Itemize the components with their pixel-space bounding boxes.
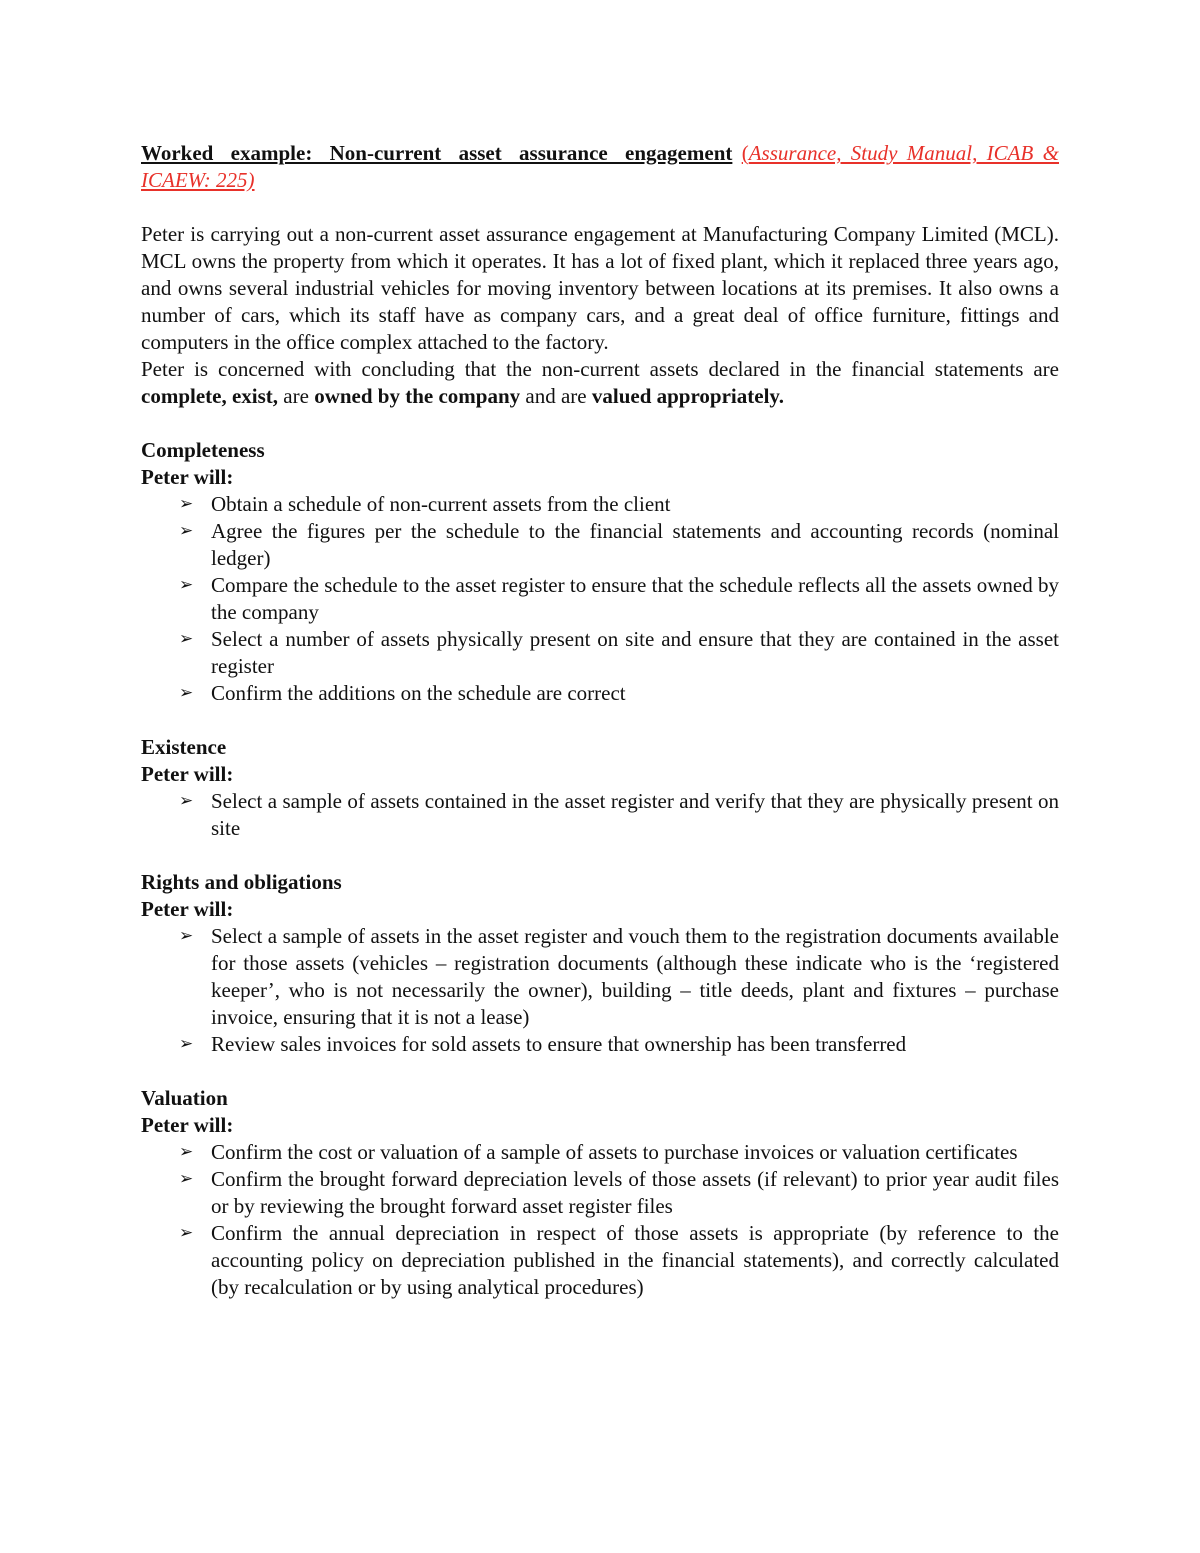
list-item (179, 1166, 1059, 1220)
section-heading: Existence (141, 735, 227, 759)
list-item-text: Obtain a schedule of non-current assets from the client (211, 492, 671, 516)
section-subheading: Peter will: (141, 897, 234, 921)
bullet-list (141, 923, 1059, 1058)
list-item (179, 923, 1059, 1031)
document-page (141, 140, 1059, 1301)
section-subheading: Peter will: (141, 762, 234, 786)
arrow-bullet-icon: ➢ (179, 1034, 194, 1054)
intro-p2-bold-2: owned by the company (314, 384, 521, 408)
arrow-bullet-icon: ➢ (179, 926, 194, 946)
title-open-paren: ( (741, 141, 749, 165)
list-item (179, 1031, 1059, 1058)
arrow-bullet-icon: ➢ (179, 683, 194, 703)
bullet-list (141, 491, 1059, 707)
intro-p2-text-1: are (283, 384, 309, 408)
spacer (141, 842, 1059, 869)
title-citation: Assurance, Study Manual, ICAB & ICAEW: 225) (141, 141, 1060, 192)
list-item (179, 1220, 1059, 1301)
list-item-text: Agree the figures per the schedule to the financial statements and accounting records (nominal ledger) (211, 519, 1059, 570)
arrow-bullet-icon: ➢ (179, 575, 194, 595)
list-item-text: Confirm the additions on the schedule are correct (211, 681, 626, 705)
list-item (179, 572, 1059, 626)
bullet-list (141, 788, 1059, 842)
list-item (179, 491, 1059, 518)
section-heading: Valuation (141, 1086, 228, 1110)
section-subheading: Peter will: (141, 1113, 234, 1137)
arrow-bullet-icon: ➢ (179, 791, 194, 811)
list-item (179, 518, 1059, 572)
list-item (179, 680, 1059, 707)
list-item-text: Confirm the brought forward depreciation levels of those assets (if relevant) to prior year audit files or by reviewing the brought forward asset register files (211, 1167, 1059, 1218)
section-existence (141, 734, 1059, 842)
spacer (141, 410, 1059, 437)
intro-paragraph-2 (141, 356, 1059, 410)
arrow-bullet-icon: ➢ (179, 1142, 194, 1162)
section-rights-obligations (141, 869, 1059, 1058)
intro-p2-bold-1: complete, exist, (141, 384, 279, 408)
arrow-bullet-icon: ➢ (179, 629, 194, 649)
section-heading: Completeness (141, 438, 265, 462)
intro-p2-text-2: and are (525, 384, 587, 408)
list-item-text: Select a number of assets physically present on site and ensure that they are contained in the asset register (211, 627, 1059, 678)
list-item-text: Confirm the cost or valuation of a sample of assets to purchase invoices or valuation certificates (211, 1140, 1018, 1164)
list-item (179, 788, 1059, 842)
arrow-bullet-icon: ➢ (179, 1223, 194, 1243)
section-completeness (141, 437, 1059, 707)
bullet-list (141, 1139, 1059, 1301)
arrow-bullet-icon: ➢ (179, 494, 194, 514)
section-heading: Rights and obligations (141, 870, 342, 894)
spacer (141, 194, 1059, 221)
document-title (141, 140, 1059, 194)
intro-p2-bold-3: valued appropriately. (591, 384, 784, 408)
list-item-text: Select a sample of assets contained in the asset register and verify that they are physically present on site (211, 789, 1059, 840)
arrow-bullet-icon: ➢ (179, 1169, 194, 1189)
spacer (141, 1058, 1059, 1085)
list-item (179, 626, 1059, 680)
list-item-text: Confirm the annual depreciation in respect of those assets is appropriate (by reference to the accounting policy on depreciation published in the financial statements), and correctly calculated (by recalculation or by using analytical procedures) (211, 1221, 1059, 1299)
arrow-bullet-icon: ➢ (179, 521, 194, 541)
section-valuation (141, 1085, 1059, 1301)
intro-p2-lead: Peter is concerned with concluding that the non-current assets declared in the financial statements are (141, 357, 1059, 381)
spacer (141, 707, 1059, 734)
section-subheading: Peter will: (141, 465, 234, 489)
list-item-text: Review sales invoices for sold assets to ensure that ownership has been transferred (211, 1032, 907, 1056)
list-item-text: Select a sample of assets in the asset register and vouch them to the registration documents available for those assets (vehicles – registration documents (although these indicate who is the ‘registered keeper’, who is not necessarily the owner), building – title deeds, plant and fixtures – purchase invoice, ensuring that it is not a lease) (211, 924, 1059, 1029)
intro-paragraph-1: Peter is carrying out a non-current asset assurance engagement at Manufacturing Company Limited (MCL). MCL owns the property from which it operates. It has a lot of fixed plant, which it replaced three years ago, and owns several industrial vehicles for moving inventory between locations at its premises. It also owns a number of cars, which its staff have as company cars, and a great deal of office furniture, fittings and computers in the office complex attached to the factory. (141, 222, 1059, 354)
list-item (179, 1139, 1059, 1166)
title-main: Worked example: Non-current asset assurance engagement (141, 141, 733, 165)
list-item-text: Compare the schedule to the asset register to ensure that the schedule reflects all the assets owned by the company (211, 573, 1059, 624)
